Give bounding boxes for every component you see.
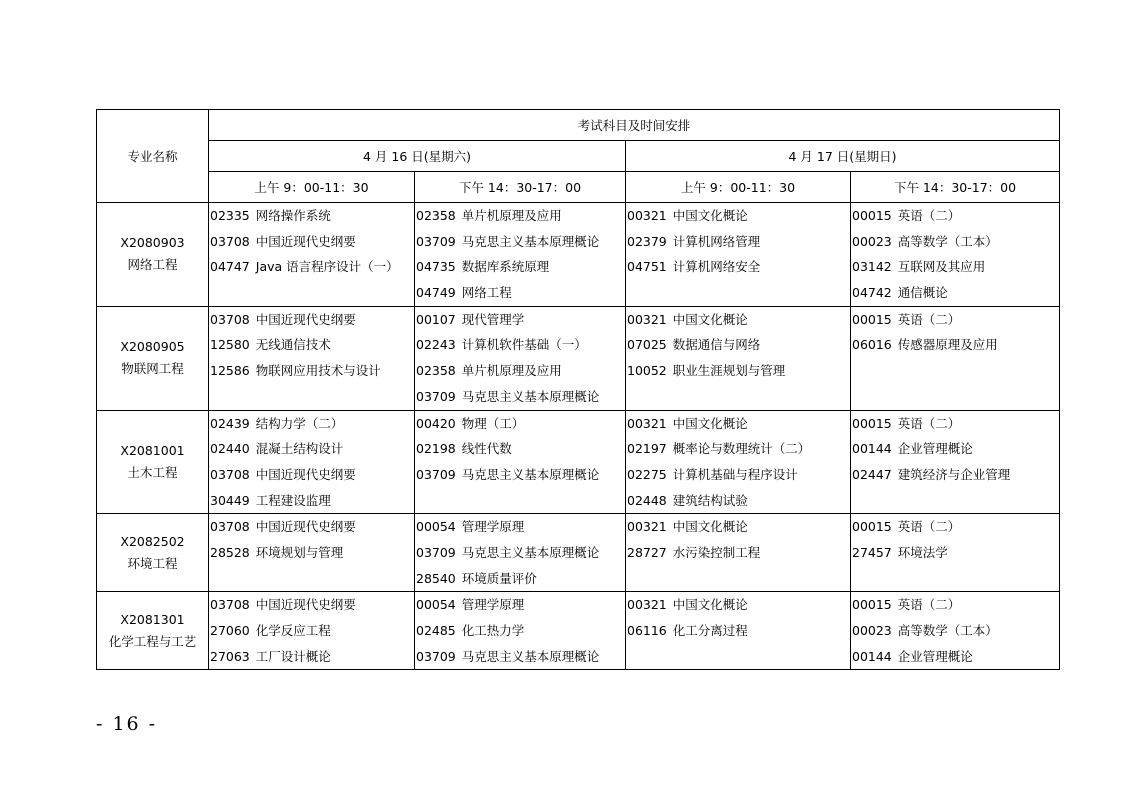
course-code: 03708 — [210, 597, 250, 613]
course-item — [415, 384, 625, 410]
course-code: 02243 — [416, 337, 456, 353]
course-name: 工程建设监理 — [255, 492, 331, 508]
course-item — [851, 592, 1059, 618]
session-cell — [415, 203, 626, 307]
course-name: 数据库系统原理 — [461, 259, 550, 275]
course-name: Java 语言程序设计（一） — [255, 259, 399, 275]
course-item — [626, 411, 850, 437]
course-item — [851, 254, 1059, 280]
course-name: 化工热力学 — [461, 623, 525, 638]
day-header-2: 4 月 17 日(星期日) — [626, 141, 1060, 172]
session-cell — [415, 514, 626, 592]
session-cell — [209, 410, 415, 514]
course-code: 02198 — [416, 441, 456, 457]
course-item — [626, 618, 850, 644]
course-item — [851, 618, 1059, 644]
major-cell — [97, 306, 209, 410]
course-item — [851, 411, 1059, 437]
course-item — [626, 332, 850, 358]
course-name: 马克思主义基本原理概论 — [461, 648, 600, 664]
course-code: 02358 — [416, 208, 456, 223]
course-item — [415, 411, 625, 437]
course-name: 环境法学 — [897, 544, 948, 560]
course-name: 马克思主义基本原理概论 — [461, 466, 600, 482]
course-item — [626, 540, 850, 566]
course-item — [626, 358, 850, 384]
course-name: 工厂设计概论 — [255, 648, 331, 664]
course-name: 现代管理学 — [461, 311, 525, 327]
course-code: 03709 — [416, 233, 456, 249]
session-header-1: 上午 9：00-11：30 — [209, 172, 415, 203]
course-name: 高等数学（工本） — [897, 233, 998, 249]
major-name-header: 专业名称 — [97, 110, 209, 203]
course-item — [209, 540, 414, 566]
course-code: 04735 — [416, 259, 456, 275]
session-cell — [851, 410, 1060, 514]
major-cell — [97, 203, 209, 307]
course-code: 02447 — [852, 466, 892, 482]
course-item — [209, 254, 414, 280]
course-name: 概率论与数理统计（二） — [672, 441, 811, 457]
session-header-4: 下午 14：30-17：00 — [851, 172, 1060, 203]
course-item — [209, 488, 414, 514]
course-name: 计算机软件基础（一） — [461, 337, 587, 353]
course-name: 马克思主义基本原理概论 — [461, 388, 600, 404]
course-code: 00015 — [852, 597, 892, 613]
major-name: 网络工程 — [127, 257, 178, 273]
course-code: 00015 — [852, 311, 892, 327]
course-item — [209, 229, 414, 255]
course-name: 职业生涯规划与管理 — [672, 363, 786, 379]
course-item — [851, 203, 1059, 229]
course-name: 英语（二） — [897, 519, 961, 535]
course-code: 04742 — [852, 285, 892, 301]
course-name: 中国近现代史纲要 — [255, 519, 356, 535]
course-code: 00321 — [627, 311, 667, 327]
session-header-3: 上午 9：00-11：30 — [626, 172, 851, 203]
course-name: 数据通信与网络 — [672, 337, 761, 353]
course-code: 27457 — [852, 544, 892, 560]
course-name: 结构力学（二） — [255, 415, 344, 431]
major-code: X2080905 — [120, 339, 185, 355]
course-item — [626, 436, 850, 462]
course-code: 02440 — [210, 441, 250, 457]
course-item — [626, 592, 850, 618]
course-item — [626, 254, 850, 280]
course-code: 03708 — [210, 233, 250, 249]
course-item — [851, 436, 1059, 462]
session-cell — [851, 592, 1060, 670]
course-name: 英语（二） — [897, 208, 961, 223]
course-item — [415, 203, 625, 229]
course-item — [415, 514, 625, 540]
course-name: 中国近现代史纲要 — [255, 233, 356, 249]
day-header-1: 4 月 16 日(星期六) — [209, 141, 626, 172]
course-name: 企业管理概论 — [897, 441, 973, 457]
course-code: 03709 — [416, 388, 456, 404]
course-name: 网络操作系统 — [255, 208, 331, 223]
course-name: 英语（二） — [897, 597, 961, 613]
course-code: 02439 — [210, 415, 250, 431]
course-code: 03709 — [416, 466, 456, 482]
course-item — [209, 203, 414, 229]
course-code: 02275 — [627, 466, 667, 482]
major-code: X2080903 — [120, 235, 185, 251]
course-item — [851, 644, 1059, 670]
course-code: 00054 — [416, 597, 456, 613]
session-cell — [626, 410, 851, 514]
course-code: 12586 — [210, 363, 250, 379]
course-item — [415, 592, 625, 618]
course-name: 单片机原理及应用 — [461, 208, 562, 223]
course-name: 中国文化概论 — [672, 311, 748, 327]
course-name: 物联网应用技术与设计 — [255, 363, 381, 379]
course-code: 10052 — [627, 363, 667, 379]
course-item — [415, 462, 625, 488]
course-code: 00107 — [416, 311, 456, 327]
course-item — [851, 332, 1059, 358]
course-name: 中国文化概论 — [672, 519, 748, 535]
course-code: 02379 — [627, 233, 667, 249]
course-name: 中国近现代史纲要 — [255, 311, 356, 327]
major-cell — [97, 514, 209, 592]
course-name: 中国近现代史纲要 — [255, 466, 356, 482]
major-code: X2081301 — [120, 611, 185, 627]
course-code: 03708 — [210, 466, 250, 482]
session-cell — [415, 592, 626, 670]
course-code: 00420 — [416, 415, 456, 431]
course-code: 03708 — [210, 311, 250, 327]
course-code: 00015 — [852, 415, 892, 431]
course-code: 00321 — [627, 519, 667, 535]
course-name: 环境质量评价 — [461, 570, 537, 586]
course-item — [626, 462, 850, 488]
course-item — [415, 566, 625, 592]
session-cell — [626, 514, 851, 592]
table-body — [97, 203, 1060, 670]
course-item — [415, 332, 625, 358]
course-name: 管理学原理 — [461, 519, 525, 535]
course-code: 28727 — [627, 544, 667, 560]
course-name: 混凝土结构设计 — [255, 441, 344, 457]
course-item — [626, 203, 850, 229]
course-item — [851, 280, 1059, 306]
course-item — [415, 358, 625, 384]
major-name: 土木工程 — [127, 464, 178, 480]
course-item — [626, 514, 850, 540]
course-code: 06016 — [852, 337, 892, 353]
course-code: 06116 — [627, 623, 667, 638]
course-code: 00144 — [852, 648, 892, 664]
major-cell — [97, 410, 209, 514]
course-code: 27060 — [210, 623, 250, 638]
course-item — [851, 462, 1059, 488]
course-name: 中国文化概论 — [672, 208, 748, 223]
session-cell — [851, 203, 1060, 307]
table-row — [97, 203, 1060, 307]
course-name: 企业管理概论 — [897, 648, 973, 664]
course-code: 02197 — [627, 441, 667, 457]
course-name: 化工分离过程 — [672, 623, 748, 638]
table-row — [97, 410, 1060, 514]
course-name: 物理（工） — [461, 415, 525, 431]
course-code: 03708 — [210, 519, 250, 535]
course-item — [415, 436, 625, 462]
course-code: 28540 — [416, 570, 456, 586]
course-code: 00015 — [852, 519, 892, 535]
course-item — [209, 307, 414, 333]
session-cell — [209, 514, 415, 592]
course-item — [626, 229, 850, 255]
course-item — [415, 618, 625, 644]
session-cell — [415, 410, 626, 514]
course-code: 30449 — [210, 492, 250, 508]
course-code: 27063 — [210, 648, 250, 664]
major-cell — [97, 592, 209, 670]
course-name: 通信概论 — [897, 285, 948, 301]
course-code: 04747 — [210, 259, 250, 275]
course-item — [209, 462, 414, 488]
course-item — [851, 229, 1059, 255]
course-name: 线性代数 — [461, 441, 512, 457]
course-code: 02485 — [416, 623, 456, 638]
session-cell — [626, 306, 851, 410]
course-name: 马克思主义基本原理概论 — [461, 233, 600, 249]
course-item — [209, 592, 414, 618]
course-item — [851, 514, 1059, 540]
schedule-title-header: 考试科目及时间安排 — [209, 110, 1060, 141]
course-name: 英语（二） — [897, 311, 961, 327]
course-name: 网络工程 — [461, 285, 512, 301]
course-item — [209, 436, 414, 462]
table-row — [97, 592, 1060, 670]
session-cell — [626, 203, 851, 307]
session-cell — [626, 592, 851, 670]
course-name: 计算机网络安全 — [672, 259, 761, 275]
course-item — [209, 514, 414, 540]
course-name: 互联网及其应用 — [897, 259, 986, 275]
session-cell — [851, 306, 1060, 410]
course-code: 00321 — [627, 597, 667, 613]
course-item — [209, 618, 414, 644]
course-name: 中国近现代史纲要 — [255, 597, 356, 613]
course-code: 00023 — [852, 623, 892, 638]
exam-schedule-table — [96, 109, 1060, 670]
course-item — [415, 644, 625, 670]
course-name: 管理学原理 — [461, 597, 525, 613]
course-code: 07025 — [627, 337, 667, 353]
course-name: 无线通信技术 — [255, 337, 331, 353]
course-name: 传感器原理及应用 — [897, 337, 998, 353]
course-name: 环境规划与管理 — [255, 544, 344, 560]
course-item — [626, 488, 850, 514]
major-name: 物联网工程 — [121, 361, 184, 377]
course-item — [209, 358, 414, 384]
session-header-2: 下午 14：30-17：00 — [415, 172, 626, 203]
course-code: 02358 — [416, 363, 456, 379]
course-code: 00321 — [627, 208, 667, 223]
course-item — [851, 540, 1059, 566]
course-code: 00015 — [852, 208, 892, 223]
course-name: 化学反应工程 — [255, 623, 331, 638]
major-code: X2082502 — [120, 533, 185, 549]
course-item — [415, 254, 625, 280]
course-item — [209, 411, 414, 437]
course-code: 00054 — [416, 519, 456, 535]
table-row — [97, 306, 1060, 410]
table-row — [97, 514, 1060, 592]
course-item — [415, 229, 625, 255]
course-item — [851, 307, 1059, 333]
course-item — [415, 540, 625, 566]
session-cell — [851, 514, 1060, 592]
page-number: - 16 - — [96, 713, 158, 735]
course-name: 英语（二） — [897, 415, 961, 431]
course-item — [209, 332, 414, 358]
course-name: 马克思主义基本原理概论 — [461, 544, 600, 560]
course-code: 02448 — [627, 492, 667, 508]
course-code: 04749 — [416, 285, 456, 301]
course-item — [415, 280, 625, 306]
course-name: 高等数学（工本） — [897, 623, 998, 638]
course-code: 03142 — [852, 259, 892, 275]
course-item — [626, 307, 850, 333]
major-name: 化学工程与工艺 — [108, 633, 197, 649]
session-cell — [209, 203, 415, 307]
course-code: 00144 — [852, 441, 892, 457]
course-name: 中国文化概论 — [672, 415, 748, 431]
course-code: 28528 — [210, 544, 250, 560]
session-cell — [209, 592, 415, 670]
course-name: 单片机原理及应用 — [461, 363, 562, 379]
session-cell — [415, 306, 626, 410]
major-name: 环境工程 — [127, 555, 178, 571]
course-item — [415, 307, 625, 333]
major-code: X2081001 — [120, 442, 185, 458]
course-name: 中国文化概论 — [672, 597, 748, 613]
course-code: 02335 — [210, 208, 250, 223]
course-name: 水污染控制工程 — [672, 544, 761, 560]
course-name: 计算机网络管理 — [672, 233, 761, 249]
course-code: 00321 — [627, 415, 667, 431]
course-code: 04751 — [627, 259, 667, 275]
course-code: 12580 — [210, 337, 250, 353]
course-name: 建筑经济与企业管理 — [897, 466, 1011, 482]
course-code: 03709 — [416, 648, 456, 664]
course-code: 00023 — [852, 233, 892, 249]
session-cell — [209, 306, 415, 410]
course-name: 建筑结构试验 — [672, 492, 748, 508]
course-name: 计算机基础与程序设计 — [672, 466, 798, 482]
course-code: 03709 — [416, 544, 456, 560]
course-item — [209, 644, 414, 670]
